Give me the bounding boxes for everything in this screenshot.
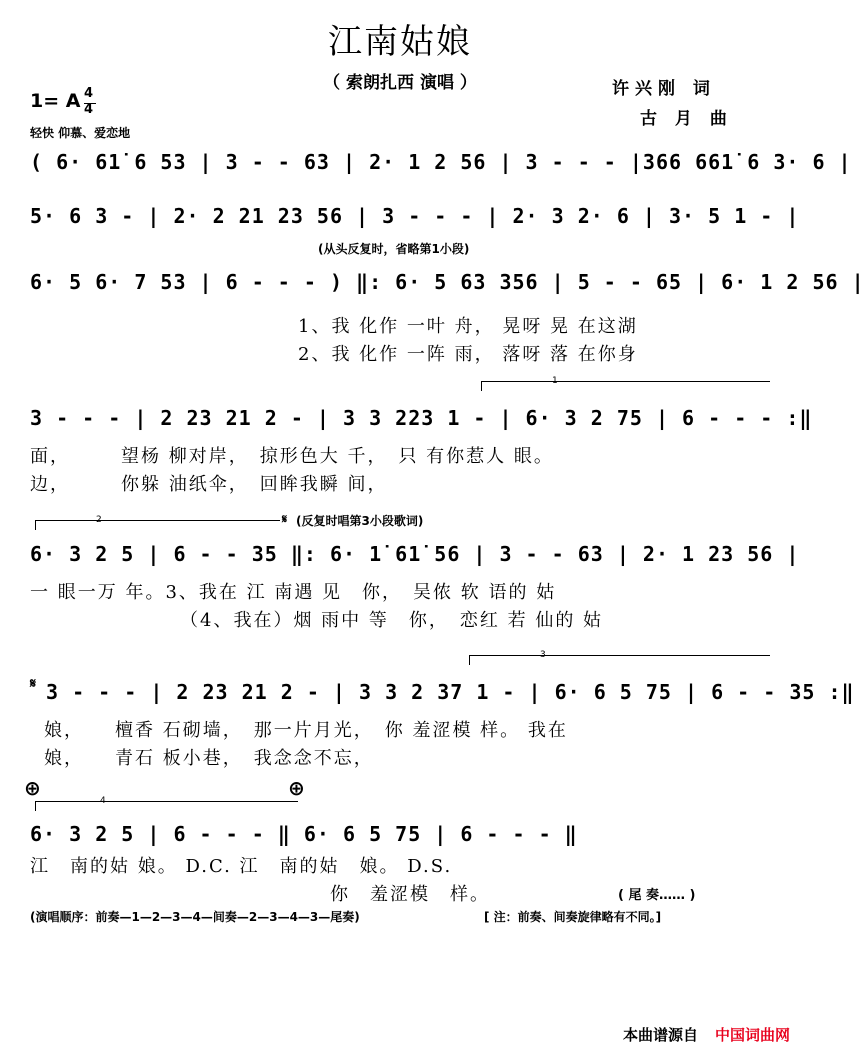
repeat-instruction: (从头反复时，省略第1小段) xyxy=(318,242,470,256)
segno-instruction: (反复时唱第3小段歌词) xyxy=(296,514,424,528)
ending-3-bracket xyxy=(470,655,770,656)
site-link[interactable]: 中国词曲网 xyxy=(714,1026,790,1044)
lyric-row-7-line-1: 江 南的姑 娘。 D.C. 江 南的姑 娘。 D.S. xyxy=(30,856,453,877)
page-title: 江南姑娘 xyxy=(328,22,472,62)
ending-1-number: 1 xyxy=(552,376,558,386)
ending-3-number: 3 xyxy=(540,650,546,660)
ending-4-number: 4 xyxy=(100,796,106,806)
segno-sign-top: 𝄋 xyxy=(282,512,288,526)
notation-row-5: 6· 3 2 5 | 6 - - 35 ‖: 6· 1̇ 61̇ 56 | 3 - - 63 | 2· 1 23 56 | xyxy=(30,542,800,566)
lyric-row-6-verse-4: 娘， 青石 板小巷， 我念念不忘， xyxy=(44,748,374,769)
lyricist-credit: 许兴刚 词 xyxy=(612,79,716,99)
notation-row-3: 6· 5 6· 7 53 | 6 - - - ) ‖: 6· 5 63 356 | 5 - - 65 | 6· 1 2 56 | xyxy=(30,270,865,294)
lyric-row-3-verse-2: 2、我 化作 一阵 雨， 落呀 落 在你身 xyxy=(298,344,638,365)
ending-2-number: 2 xyxy=(96,515,102,525)
lyric-row-7-line-2: 你 羞涩模 样。 xyxy=(330,884,490,905)
singer-credit: （ 索朗扎西 演唱 ） xyxy=(323,73,477,93)
lyric-row-5-verse-4: （4、我在）烟 雨中 等 你， 恋红 若 仙的 姑 xyxy=(180,610,604,631)
footnote: [ 注：前奏、间奏旋律略有不同。] xyxy=(484,910,662,924)
time-signature-bottom: 4 xyxy=(84,102,94,117)
ending-2-bracket xyxy=(36,520,280,521)
segno-sign: 𝄋 xyxy=(30,676,37,692)
coda-sign-left: ⊕ xyxy=(24,776,41,800)
notation-row-6: 3 - - - | 2 23 21 2 - | 3 3 2 37 1 - | 6· 6 5 75 | 6 - - 35 :‖ xyxy=(46,680,855,704)
lyric-row-6-verse-3: 娘， 檀香 石砌墙， 那一片月光， 你 羞涩模 样。 我在 xyxy=(44,720,568,741)
notation-row-4: 3 - - - | 2 23 21 2 - | 3 3 223 1 - | 6· 3 2 75 | 6 - - - :‖ xyxy=(30,406,813,430)
ending-1-bracket xyxy=(482,381,770,382)
lyric-row-4-verse-1: 面， 望杨 柳对岸， 掠形色大 千， 只 有你惹人 眼。 xyxy=(30,446,554,467)
notation-row-7: 6· 3 2 5 | 6 - - - ‖ 6· 6 5 75 | 6 - - - ‖ xyxy=(30,822,578,846)
key-signature: 1= A xyxy=(30,90,81,112)
time-signature-top: 4 xyxy=(84,86,94,101)
lyric-row-4-verse-2: 边， 你躲 油纸伞， 回眸我瞬 间， xyxy=(30,474,388,495)
ending-4-bracket xyxy=(36,801,298,802)
performance-order: (演唱顺序：前奏—1—2—3—4—间奏—2—3—4—3—尾奏) xyxy=(30,910,360,924)
source-label: 本曲谱源自 xyxy=(622,1026,698,1044)
lyric-row-5-verse-3: 一 眼一万 年。3、我在 江 南遇 见 你， 吴侬 软 语的 姑 xyxy=(30,582,557,603)
coda-sign-right: ⊕ xyxy=(288,776,305,800)
composer-credit: 古 月 曲 xyxy=(640,109,733,129)
outro-marker: ( 尾 奏…… ) xyxy=(618,888,696,903)
notation-row-1: ( 6· 61̇ 6 53 | 3 - - 63 | 2· 1 2 56 | 3 - - - |366 661̇ 6 3· 6 | xyxy=(30,150,852,174)
lyric-row-3-verse-1: 1、我 化作 一叶 舟， 晃呀 晃 在这湖 xyxy=(298,316,638,337)
notation-row-2: 5· 6 3 - | 2· 2 21 23 56 | 3 - - - | 2· 3 2· 6 | 3· 5 1 - | xyxy=(30,204,800,228)
tempo-marking: 轻快 仰慕、爱恋地 xyxy=(30,126,131,140)
